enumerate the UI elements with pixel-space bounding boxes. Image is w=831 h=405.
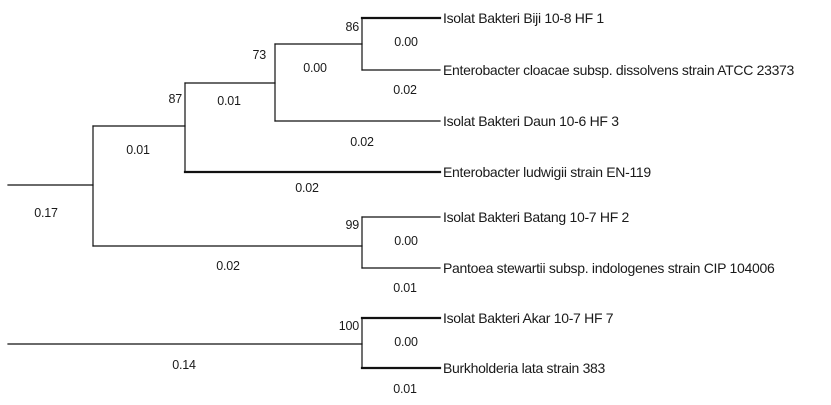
bootstrap-values [168, 20, 359, 333]
branch-length-value: 0.02 [216, 259, 240, 273]
branch-length-value: 0.01 [393, 382, 417, 396]
taxon-label: Isolat Bakteri Biji 10-8 HF 1 [443, 10, 604, 26]
bootstrap-value: 99 [345, 218, 359, 232]
branch-length-value: 0.17 [34, 206, 58, 220]
bootstrap-value: 87 [168, 92, 182, 106]
branch-length-value: 0.01 [217, 94, 241, 108]
branch-length-value: 0.01 [393, 281, 417, 295]
branch-length-value: 0.02 [350, 135, 374, 149]
taxon-labels [443, 10, 795, 376]
taxon-label: Isolat Bakteri Batang 10-7 HF 2 [443, 209, 630, 225]
branch-length-value: 0.00 [394, 35, 418, 49]
tree-branches [8, 18, 440, 368]
branch-length-value: 0.01 [126, 143, 150, 157]
bootstrap-value: 86 [345, 20, 359, 34]
taxon-label: Burkholderia lata strain 383 [443, 360, 606, 376]
taxon-label: Pantoea stewartii subsp. indologenes strain CIP 104006 [443, 260, 775, 276]
branch-length-labels [34, 35, 418, 396]
bootstrap-value: 73 [252, 48, 266, 62]
branch-length-value: 0.14 [172, 358, 196, 372]
branch-length-value: 0.00 [394, 335, 418, 349]
taxon-label: Isolat Bakteri Akar 10-7 HF 7 [443, 310, 614, 326]
taxon-label: Enterobacter ludwigii strain EN-119 [443, 164, 651, 180]
taxon-label: Enterobacter cloacae subsp. dissolvens strain ATCC 23373 [443, 62, 795, 78]
branch-length-value: 0.00 [394, 234, 418, 248]
branch-length-value: 0.02 [295, 181, 319, 195]
bootstrap-value: 100 [338, 319, 359, 333]
branch-length-value: 0.02 [393, 83, 417, 97]
branch-length-value: 0.00 [303, 61, 327, 75]
taxon-label: Isolat Bakteri Daun 10-6 HF 3 [443, 113, 619, 129]
